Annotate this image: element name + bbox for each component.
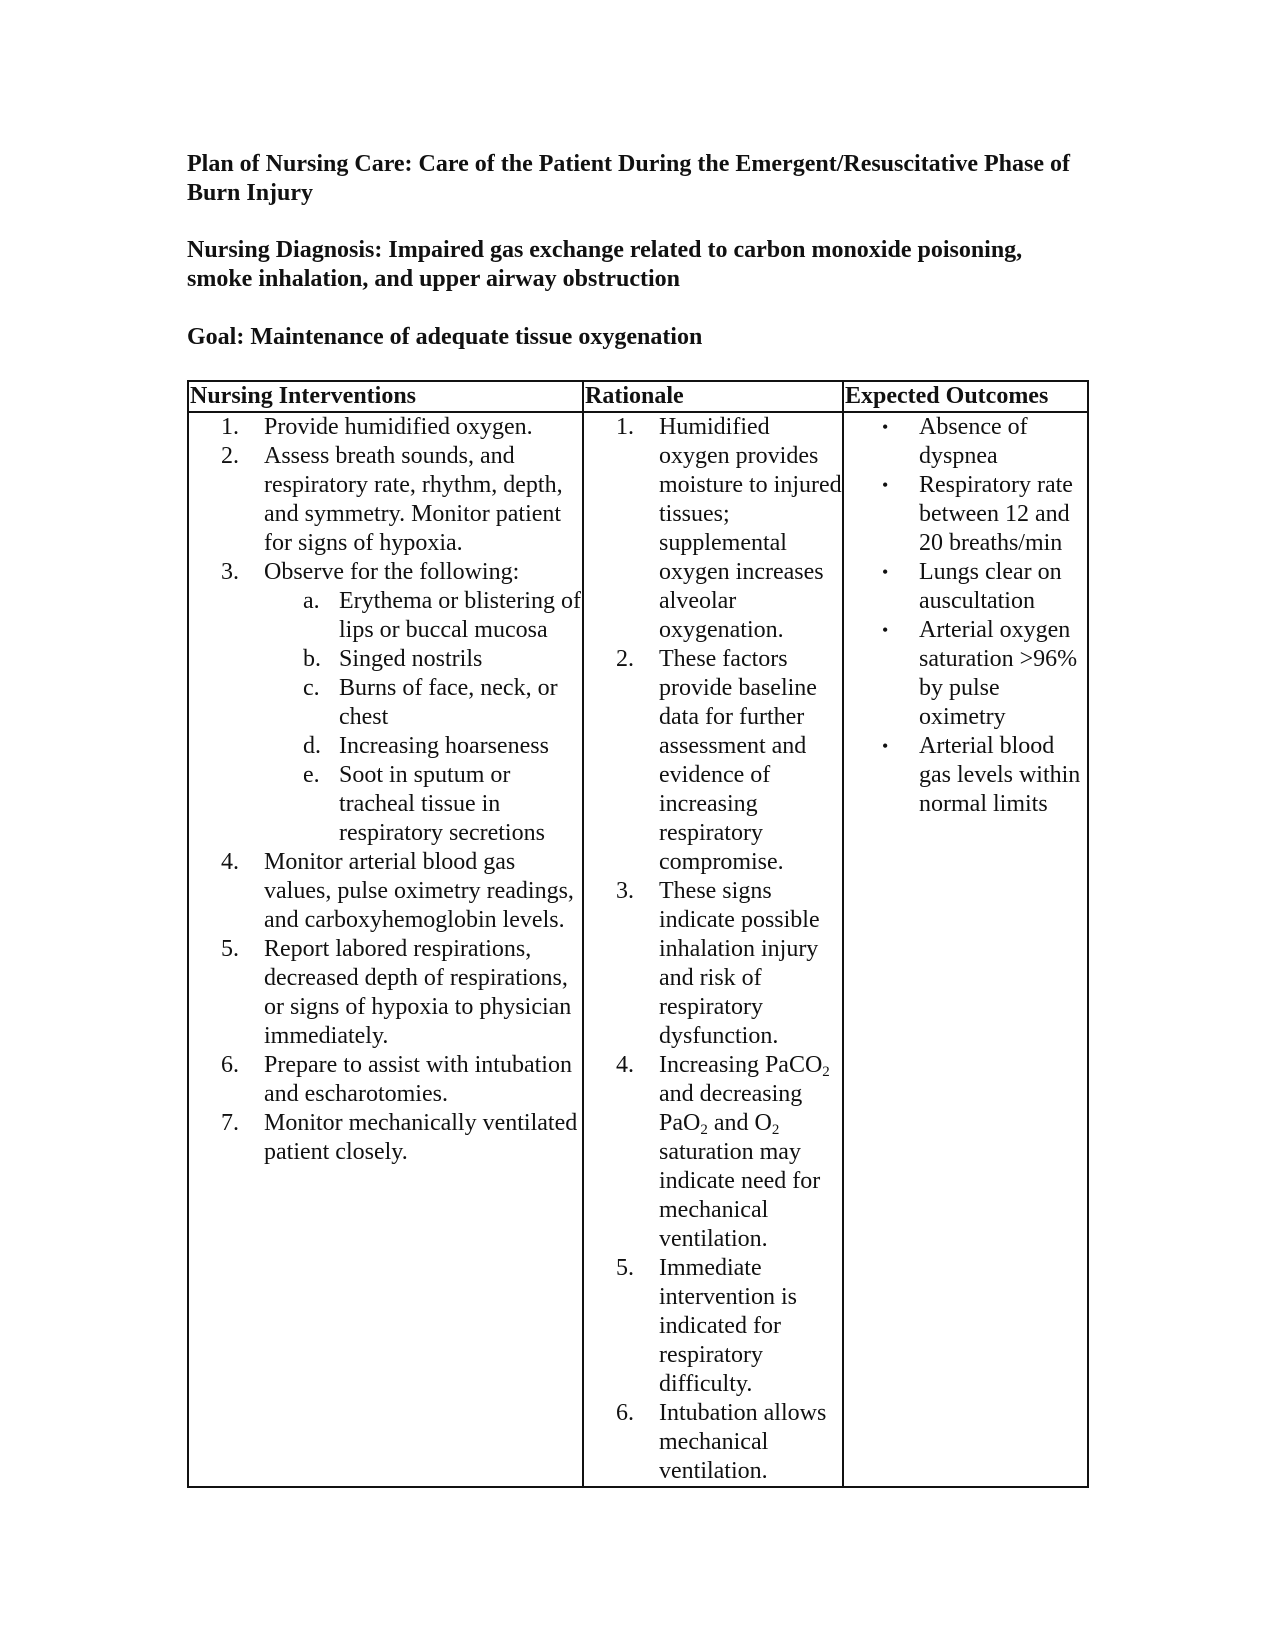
item-text: Provide humidified oxygen. (264, 414, 533, 440)
item-number: 3. (221, 559, 239, 585)
header-nursing-interventions: Nursing Interventions (188, 381, 583, 412)
item-number: 4. (221, 849, 239, 875)
item-text: Respiratory rate between 12 and 20 breaths/min (919, 472, 1073, 556)
bullet-icon: • (882, 475, 889, 495)
item-number: 5. (221, 936, 239, 962)
header-expected-outcomes: Expected Outcomes (843, 381, 1088, 412)
sub-item-text: Singed nostrils (339, 646, 483, 672)
item-text: Absence of dyspnea (919, 414, 1028, 469)
sub-item (303, 732, 582, 761)
sub-item-text: Soot in sputum or tracheal tissue in respiratory secretions (339, 762, 545, 846)
item-number: 2. (221, 443, 239, 469)
rationale-item (584, 645, 842, 877)
item-text: These signs indicate possible inhalation injury and risk of respiratory dysfunction. (659, 878, 820, 1049)
sub-item-text: Burns of face, neck, or chest (339, 675, 558, 730)
intervention-item (189, 1109, 582, 1167)
sub-item (303, 674, 582, 732)
care-plan-table (187, 380, 1089, 1488)
item-number: 5. (616, 1255, 634, 1281)
table-row (188, 412, 1088, 1487)
intervention-item (189, 442, 582, 558)
item-text: Lungs clear on auscultation (919, 559, 1062, 614)
item-text: Intubation allows mechanical ventilation. (659, 1400, 827, 1484)
header-rationale: Rationale (583, 381, 843, 412)
bullet-icon: • (882, 562, 889, 582)
observation-sublist (303, 587, 582, 848)
bullet-icon: • (882, 736, 889, 756)
outcomes-list (844, 413, 1087, 819)
sub-item-text: Increasing hoarseness (339, 733, 549, 759)
rationale-item (584, 1399, 842, 1486)
intervention-item (189, 935, 582, 1051)
item-number: 6. (616, 1400, 634, 1426)
item-number: 6. (221, 1052, 239, 1078)
bullet-icon: • (882, 620, 889, 640)
item-number: 7. (221, 1110, 239, 1136)
outcome-item (844, 616, 1087, 732)
sub-item-letter: b. (303, 646, 321, 672)
document-title: Plan of Nursing Care: Care of the Patient During the Emergent/Resuscitative Phase of Burn Injury (187, 151, 1070, 206)
item-number: 2. (616, 646, 634, 672)
care-goal: Goal: Maintenance of adequate tissue oxygenation (187, 324, 703, 350)
item-text: Report labored respirations, decreased depth of respirations, or signs of hypoxia to physician immediately. (264, 936, 572, 1049)
outcome-item (844, 413, 1087, 471)
sub-item-text: Erythema or blistering of lips or buccal mucosa (339, 588, 581, 643)
item-text: Immediate intervention is indicated for respiratory difficulty. (659, 1255, 797, 1397)
item-text: Prepare to assist with intubation and escharotomies. (264, 1052, 572, 1107)
item-text: Arterial oxygen saturation >96% by pulse oximetry (919, 617, 1078, 730)
item-text: These factors provide baseline data for further assessment and evidence of increasing respiratory compromise. (659, 646, 817, 875)
item-text: Monitor mechanically ventilated patient closely. (264, 1110, 578, 1165)
rationale-item (584, 877, 842, 1051)
rationale-item (584, 1051, 842, 1254)
item-number: 1. (616, 414, 634, 440)
rationale-list (584, 413, 842, 1486)
sub-item-letter: d. (303, 733, 321, 759)
item-text: Arterial blood gas levels within normal limits (919, 733, 1081, 817)
item-number: 3. (616, 878, 634, 904)
sub-item-letter: a. (303, 588, 320, 614)
interventions-list (189, 413, 582, 1167)
interventions-cell (188, 412, 583, 1487)
sub-item (303, 645, 582, 674)
intervention-item (189, 1051, 582, 1109)
outcome-item (844, 471, 1087, 558)
sub-item-letter: e. (303, 762, 320, 788)
table-header-row (188, 381, 1088, 412)
intervention-item (189, 413, 582, 442)
sub-item-letter: c. (303, 675, 320, 701)
rationale-item (584, 413, 842, 645)
outcome-item (844, 732, 1087, 819)
sub-item (303, 587, 582, 645)
item-text: Increasing PaCO$_2$ and decreasing PaO$_2$ and $O_2$ saturation may indicate need for mechanical ventilation. (659, 1052, 830, 1252)
item-text: Assess breath sounds, and respiratory rate, rhythm, depth, and symmetry. Monitor patient for signs of hypoxia. (264, 443, 563, 556)
item-number: 1. (221, 414, 239, 440)
rationale-cell (583, 412, 843, 1487)
outcome-item (844, 558, 1087, 616)
nursing-diagnosis: Nursing Diagnosis: Impaired gas exchange related to carbon monoxide poisoning, smoke inhalation, and upper airway obstruction (187, 237, 1023, 292)
item-number: 4. (616, 1052, 634, 1078)
item-text: Humidified oxygen provides moisture to injured tissues; supplemental oxygen increases alveolar oxygenation. (659, 414, 842, 643)
sub-item (303, 761, 582, 848)
rationale-item (584, 1254, 842, 1399)
item-text: Monitor arterial blood gas values, pulse oximetry readings, and carboxyhemoglobin levels. (264, 849, 574, 933)
outcomes-cell (843, 412, 1088, 1487)
intervention-item (189, 848, 582, 935)
item-text: Observe for the following: (264, 559, 520, 585)
bullet-icon: • (882, 417, 889, 437)
intervention-item (189, 558, 582, 848)
